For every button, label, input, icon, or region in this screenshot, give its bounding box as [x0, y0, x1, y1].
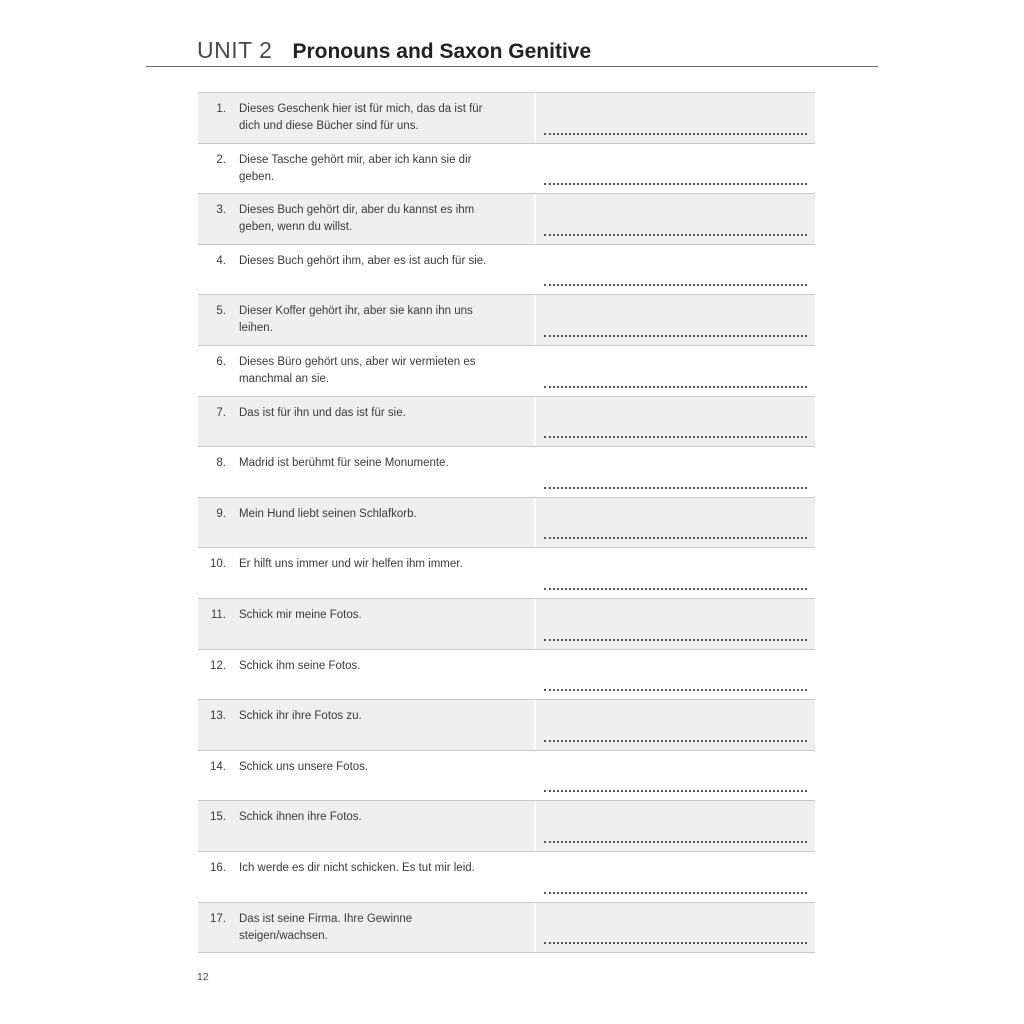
exercise-prompt	[198, 245, 534, 295]
exercise-sentence: Mein Hund liebt seinen Schlafkorb.	[239, 507, 417, 520]
exercise-sentence: Schick ihr ihre Fotos zu.	[239, 710, 362, 723]
exercise-sentence: Diese Tasche gehört mir, aber ich kann sie dir geben.	[239, 153, 472, 183]
exercise-row	[198, 295, 815, 346]
exercise-row	[198, 194, 815, 245]
answer-cell[interactable]	[534, 650, 815, 700]
exercise-prompt	[198, 599, 534, 649]
exercise-table	[198, 92, 815, 953]
exercise-prompt	[198, 852, 534, 902]
answer-dotted-line[interactable]	[544, 942, 807, 944]
exercise-number: 8.	[216, 457, 226, 470]
answer-dotted-line[interactable]	[544, 892, 807, 894]
exercise-sentence: Dieses Buch gehört dir, aber du kannst es ihm geben, wenn du willst.	[239, 204, 475, 234]
exercise-number: 11.	[210, 608, 226, 621]
exercise-number: 14.	[210, 760, 226, 773]
exercise-prompt	[198, 751, 534, 801]
exercise-sentence: Schick mir meine Fotos.	[239, 608, 362, 621]
exercise-row	[198, 144, 815, 195]
answer-cell[interactable]	[534, 245, 815, 295]
exercise-prompt	[198, 194, 534, 244]
answer-cell[interactable]	[534, 144, 815, 194]
answer-cell[interactable]	[534, 93, 815, 143]
exercise-sentence: Schick ihnen ihre Fotos.	[239, 811, 362, 824]
exercise-row	[198, 751, 815, 802]
exercise-sentence: Er hilft uns immer und wir helfen ihm immer.	[239, 558, 463, 571]
exercise-number: 9.	[216, 507, 226, 520]
answer-cell[interactable]	[534, 346, 815, 396]
exercise-prompt	[198, 903, 534, 953]
exercise-row	[198, 397, 815, 448]
answer-cell[interactable]	[534, 751, 815, 801]
exercise-row	[198, 852, 815, 903]
page-number: 12	[197, 971, 209, 983]
answer-dotted-line[interactable]	[544, 487, 807, 489]
answer-cell[interactable]	[534, 194, 815, 244]
exercise-row	[198, 498, 815, 549]
answer-dotted-line[interactable]	[544, 689, 807, 691]
answer-dotted-line[interactable]	[544, 436, 807, 438]
exercise-sentence: Dieses Büro gehört uns, aber wir vermieten es manchmal an sie.	[239, 355, 476, 385]
exercise-number: 15.	[210, 811, 226, 824]
answer-cell[interactable]	[534, 295, 815, 345]
exercise-prompt	[198, 397, 534, 447]
exercise-row	[198, 801, 815, 852]
exercise-prompt	[198, 548, 534, 598]
exercise-row	[198, 93, 815, 144]
exercise-row	[198, 700, 815, 751]
answer-dotted-line[interactable]	[544, 386, 807, 388]
exercise-row	[198, 447, 815, 498]
exercise-number: 5.	[216, 305, 226, 318]
exercise-number: 4.	[216, 254, 226, 267]
exercise-sentence: Dieses Geschenk hier ist für mich, das da ist für dich und diese Bücher sind für uns.	[239, 103, 483, 132]
exercise-number: 12.	[210, 659, 226, 672]
exercise-row	[198, 548, 815, 599]
exercise-prompt	[198, 144, 534, 194]
answer-dotted-line[interactable]	[544, 335, 807, 337]
exercise-number: 17.	[210, 912, 226, 925]
exercise-sentence: Das ist seine Firma. Ihre Gewinne steigen/wachsen.	[239, 912, 413, 942]
exercise-prompt	[198, 801, 534, 851]
header-divider	[146, 66, 878, 67]
exercise-row	[198, 346, 815, 397]
answer-cell[interactable]	[534, 801, 815, 851]
answer-cell[interactable]	[534, 447, 815, 497]
answer-cell[interactable]	[534, 700, 815, 750]
exercise-number: 3.	[216, 204, 226, 217]
exercise-sentence: Dieses Buch gehört ihm, aber es ist auch für sie.	[239, 254, 487, 267]
exercise-sentence: Schick ihm seine Fotos.	[239, 659, 361, 672]
exercise-prompt	[198, 498, 534, 548]
answer-dotted-line[interactable]	[544, 740, 807, 742]
answer-cell[interactable]	[534, 903, 815, 953]
exercise-row	[198, 245, 815, 296]
exercise-number: 7.	[216, 406, 226, 419]
unit-label: UNIT 2	[197, 37, 273, 63]
answer-dotted-line[interactable]	[544, 234, 807, 236]
answer-dotted-line[interactable]	[544, 284, 807, 286]
answer-dotted-line[interactable]	[544, 639, 807, 641]
exercise-prompt	[198, 650, 534, 700]
exercise-prompt	[198, 295, 534, 345]
exercise-sentence: Dieser Koffer gehört ihr, aber sie kann ihn uns leihen.	[239, 305, 473, 335]
exercise-prompt	[198, 447, 534, 497]
exercise-prompt	[198, 700, 534, 750]
exercise-row	[198, 903, 815, 954]
answer-cell[interactable]	[534, 498, 815, 548]
exercise-row	[198, 599, 815, 650]
answer-cell[interactable]	[534, 548, 815, 598]
answer-dotted-line[interactable]	[544, 183, 807, 185]
exercise-number: 16.	[210, 861, 226, 874]
answer-cell[interactable]	[534, 599, 815, 649]
exercise-sentence: Das ist für ihn und das ist für sie.	[239, 406, 406, 419]
answer-dotted-line[interactable]	[544, 588, 807, 590]
exercise-number: 6.	[216, 355, 226, 368]
exercise-sentence: Ich werde es dir nicht schicken. Es tut mir leid.	[239, 861, 475, 874]
exercise-sentence: Madrid ist berühmt für seine Monumente.	[239, 457, 449, 470]
exercise-row	[198, 650, 815, 701]
answer-dotted-line[interactable]	[544, 841, 807, 843]
page-header	[197, 37, 591, 67]
answer-dotted-line[interactable]	[544, 133, 807, 135]
answer-cell[interactable]	[534, 397, 815, 447]
exercise-sentence: Schick uns unsere Fotos.	[239, 760, 369, 773]
answer-dotted-line[interactable]	[544, 790, 807, 792]
exercise-number: 1.	[216, 103, 226, 115]
exercise-prompt	[198, 93, 534, 143]
exercise-number: 2.	[216, 153, 226, 166]
exercise-prompt	[198, 346, 534, 396]
exercise-number: 10.	[210, 558, 226, 571]
answer-dotted-line[interactable]	[544, 537, 807, 539]
unit-title: Pronouns and Saxon Genitive	[292, 40, 592, 63]
exercise-number: 13.	[210, 710, 226, 723]
answer-cell[interactable]	[534, 852, 815, 902]
